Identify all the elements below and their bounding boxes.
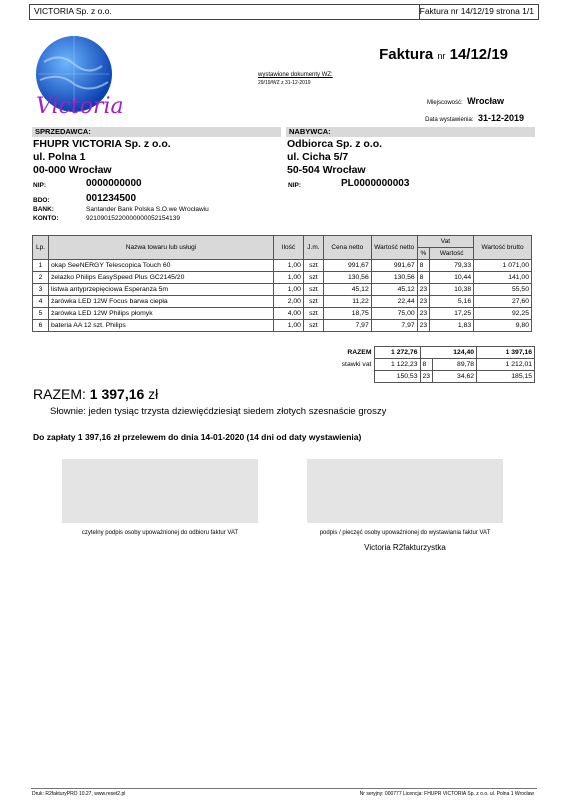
col-net-value: Wartość netto bbox=[371, 236, 417, 260]
seller-bank-label: BANK: bbox=[33, 206, 54, 213]
header-invoice-ref: Faktura nr 14/12/19 strona 1/1 bbox=[419, 6, 534, 16]
signature-caption-receiver: czytelny podpis osoby upoważnionej do odbioru faktur VAT bbox=[81, 530, 239, 536]
table-row: 2 żelazko Philips EasySpeed Plus GC2145/20 1,00 szt 130,56 130,56 8 10,44 141,00 bbox=[33, 272, 532, 284]
grand-total-currency: zł bbox=[148, 386, 159, 402]
table-row: 5 żarówka LED 12W Philips płomyk 4,00 szt 18,75 75,00 23 17,25 92,25 bbox=[33, 308, 532, 320]
vat-summary-table bbox=[326, 346, 535, 383]
issue-date-row bbox=[425, 108, 524, 126]
footer-left: Druk: R2fakturyPRO 10.27, www.reset2.pl bbox=[32, 791, 126, 797]
buyer-heading: NABYWCA: bbox=[286, 127, 535, 137]
invoice-number: 14/12/19 bbox=[449, 46, 508, 63]
company-logo bbox=[30, 32, 122, 124]
seller-heading: SPRZEDAWCA: bbox=[32, 127, 281, 137]
signature-box-issuer bbox=[307, 459, 503, 523]
summary-rate-row: 150,53 23 34,62 185,15 bbox=[326, 371, 535, 383]
summary-rate-row: stawki vat 1 122,23 8 89,78 1 212,01 bbox=[326, 359, 535, 371]
seller-nip-label: NIP: bbox=[33, 182, 46, 189]
seller-name: FHUPR VICTORIA Sp. z o.o. bbox=[33, 138, 171, 150]
buyer-street: ul. Cicha 5/7 bbox=[287, 151, 349, 163]
col-net-price: Cena netto bbox=[323, 236, 371, 260]
summary-total-row: RAZEM 1 272,76 124,40 1 397,16 bbox=[326, 347, 535, 359]
place-value: Wrocław bbox=[467, 96, 504, 106]
buyer-nip: PL0000000003 bbox=[341, 178, 410, 189]
signature-caption-issuer: podpis / pieczęć osoby upoważnionej do wystawiania faktur VAT bbox=[319, 530, 491, 536]
footer-right: Nr seryjny: 000777 Licencja: FHUPR VICTORIA Sp. z o.o. ul. Polna 1 Wrocław bbox=[359, 791, 534, 797]
invoice-title bbox=[379, 46, 508, 63]
issuer-name: Victoria R2fakturzystka bbox=[364, 543, 446, 552]
table-row: 3 listwa antyprzepięciowa Esperanza 5m 1,00 szt 45,12 45,12 23 10,38 55,50 bbox=[33, 284, 532, 296]
seller-konto: 92109015220000000052154139 bbox=[86, 215, 180, 222]
col-vat: Vat bbox=[417, 236, 473, 248]
total-in-words: Słownie: jeden tysiąc trzysta dziewięćdziesiąt siedem złotych szesnaście groszy bbox=[50, 406, 387, 417]
footer-rule bbox=[31, 788, 537, 789]
issue-date-value: 31-12-2019 bbox=[477, 113, 524, 123]
table-row: 1 okap SeeNERGY Telescopica Touch 60 1,00 szt 991,67 991,67 8 79,33 1 071,00 bbox=[33, 260, 532, 272]
col-name: Nazwa towaru lub usługi bbox=[48, 236, 273, 260]
issue-date-label: Data wystawienia: bbox=[425, 117, 474, 123]
signature-box-receiver bbox=[62, 459, 258, 523]
items-table bbox=[32, 235, 532, 332]
table-row: 6 bateria AA 12 szt. Philips 1,00 szt 7,97 7,97 23 1,83 9,80 bbox=[33, 320, 532, 332]
seller-bdo-label: BDO: bbox=[33, 197, 50, 204]
col-vat-value: Wartość bbox=[430, 248, 474, 260]
invoice-title-main: Faktura bbox=[379, 46, 434, 63]
seller-bank: Santander Bank Polska S.O.we Wrocławiu bbox=[86, 206, 209, 213]
seller-nip: 0000000000 bbox=[86, 178, 142, 189]
seller-konto-label: KONTO: bbox=[33, 215, 59, 222]
table-row: 4 żarówka LED 12W Focus barwa ciepła 2,00 szt 11,22 22,44 23 5,16 27,60 bbox=[33, 296, 532, 308]
wz-value: 29/19/WZ z 31-12-2019 bbox=[258, 80, 311, 86]
place-label: Miejscowość: bbox=[427, 100, 463, 106]
logo-wordmark: Victoria bbox=[36, 94, 124, 119]
seller-city: 00-000 Wrocław bbox=[33, 164, 112, 176]
col-vat-pct: % bbox=[417, 248, 430, 260]
col-qty: Ilość bbox=[274, 236, 304, 260]
buyer-nip-label: NIP: bbox=[288, 182, 301, 189]
grand-total-label: RAZEM: bbox=[33, 386, 86, 402]
wz-label: wystawione dokumenty WZ: bbox=[258, 72, 333, 78]
buyer-city: 50-504 Wrocław bbox=[287, 164, 366, 176]
header-company: VICTORIA Sp. z o.o. bbox=[34, 6, 112, 16]
col-unit: J.m. bbox=[303, 236, 323, 260]
grand-total-value: 1 397,16 bbox=[89, 386, 145, 402]
invoice-title-nr: nr bbox=[437, 51, 446, 61]
seller-bdo: 001234500 bbox=[86, 193, 137, 204]
buyer-name: Odbiorca Sp. z o.o. bbox=[287, 138, 383, 150]
grand-total bbox=[33, 386, 158, 402]
col-gross: Wartość brutto bbox=[474, 236, 532, 260]
seller-street: ul. Polna 1 bbox=[33, 151, 86, 163]
place-row bbox=[427, 91, 504, 109]
page-header bbox=[29, 4, 539, 20]
col-lp: Lp. bbox=[33, 236, 49, 260]
payment-terms: Do zapłaty 1 397,16 zł przelewem do dnia 14-01-2020 (14 dni od daty wystawienia) bbox=[33, 432, 362, 442]
